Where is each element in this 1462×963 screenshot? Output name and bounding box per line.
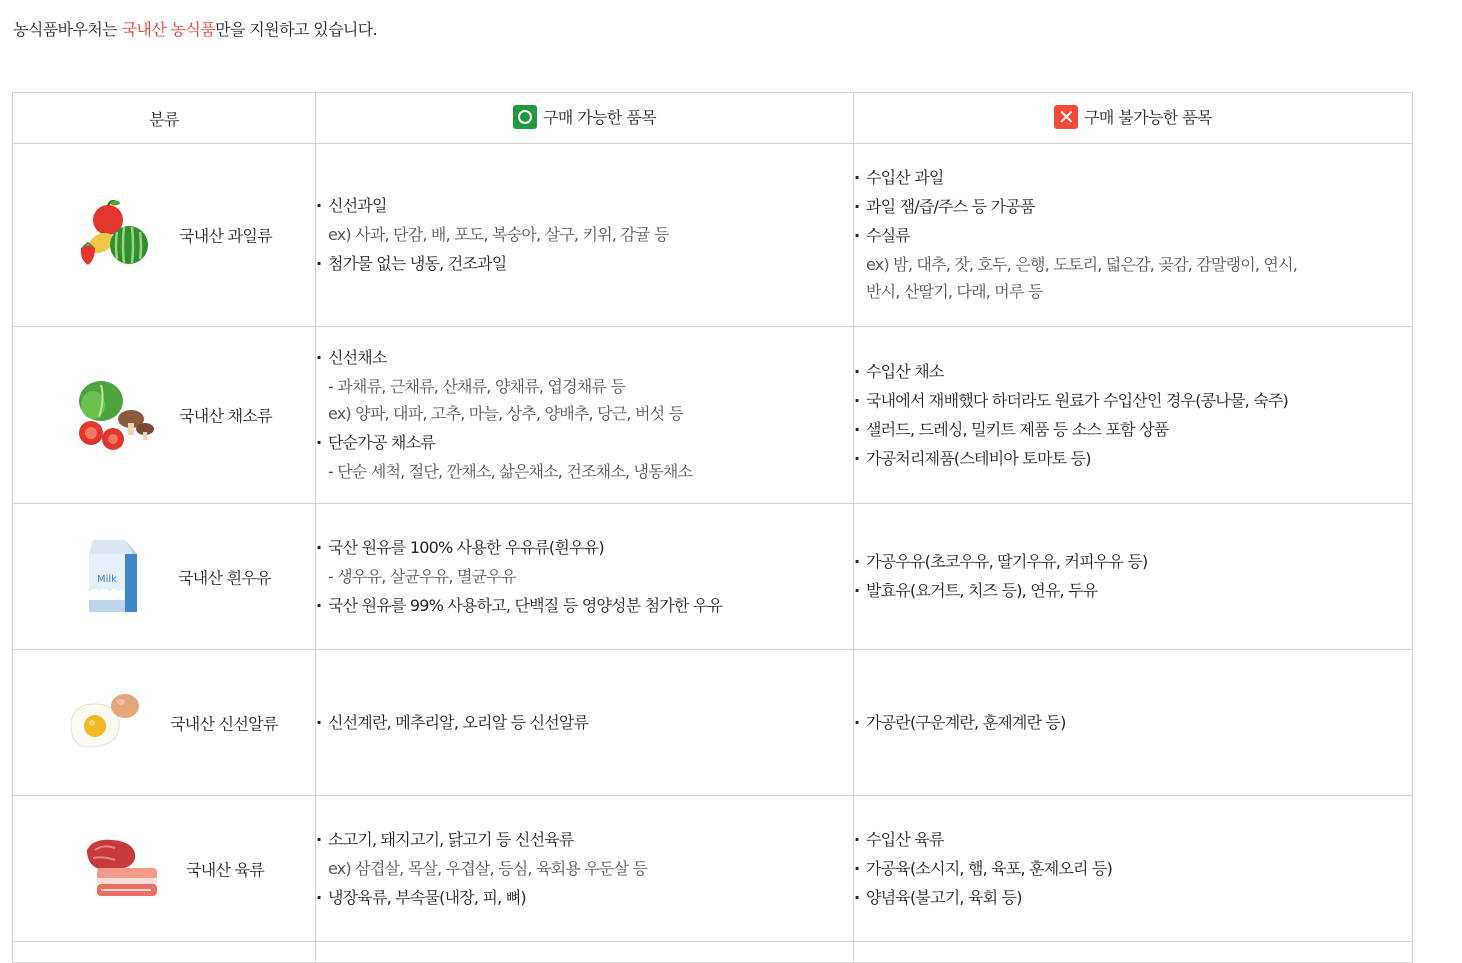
category-cell [13, 327, 316, 504]
table-row [13, 796, 1413, 942]
meat-icon [81, 838, 159, 900]
disallowed-item: · 수입산 채소 [854, 361, 1412, 383]
milk-carton-icon [85, 540, 137, 614]
category-cell [13, 504, 316, 650]
disallowed-item-detail: 반시, 산딸기, 다래, 머루 등 [866, 282, 1043, 301]
disallowed-cell [854, 504, 1413, 650]
egg-icon [67, 690, 147, 756]
disallowed-item: · 과일 잼/즙/주스 등 가공품 [854, 196, 1412, 218]
disallowed-item: · 수입산 육류 [854, 829, 1412, 851]
intro-text [13, 17, 377, 40]
table-row [13, 650, 1413, 796]
table-row [13, 942, 1413, 963]
disallowed-item: · 수실류 [854, 225, 1412, 247]
allowed-cell [316, 504, 854, 650]
header-disallowed-label: 구매 불가능한 품목 [1084, 108, 1212, 128]
disallowed-item: · 가공육(소시지, 햄, 육포, 훈제오리 등) [854, 858, 1412, 880]
allowed-item: · 냉장육류, 부속물(내장, 피, 뼈) [316, 887, 853, 909]
allowed-item: · 신선과일 [316, 195, 853, 217]
disallowed-item: · 샐러드, 드레싱, 밀키트 제품 등 소스 포함 상품 [854, 419, 1412, 441]
disallowed-item: · 국내에서 재배했다 하더라도 원료가 수입산인 경우(콩나물, 숙주) [854, 390, 1412, 412]
disallowed-item: · 발효유(요거트, 치즈 등), 연유, 두유 [854, 580, 1412, 602]
allowed-item: · 신선계란, 메추리알, 오리알 등 신선알류 [316, 712, 853, 734]
allowed-item-detail: ex) 양파, 대파, 고추, 마늘, 상추, 양배추, 당근, 버섯 등 [328, 404, 684, 423]
category-cell [13, 942, 316, 963]
table-row [13, 144, 1413, 327]
category-label: 국내산 과일류 [179, 226, 272, 246]
intro-after: 만을 지원하고 있습니다. [215, 20, 378, 39]
disallowed-item-detail: ex) 밤, 대추, 잣, 호두, 은행, 도토리, 덟은감, 곶감, 감말랭이, 연시, [866, 255, 1298, 274]
table-row [13, 504, 1413, 650]
disallowed-cell [854, 796, 1413, 942]
category-cell [13, 796, 316, 942]
milk-carton-label: Milk [97, 573, 117, 585]
table-row [13, 327, 1413, 504]
intro-before: 농식품바우처는 [13, 20, 122, 39]
allowed-item: · 단순가공 채소류 [316, 432, 853, 454]
disallowed-item: · 양념육(불고기, 육회 등) [854, 887, 1412, 909]
allowed-item-detail: - 단순 세척, 절단, 깐채소, 삶은채소, 건조채소, 냉동채소 [328, 462, 693, 481]
allowed-cell [316, 327, 854, 504]
category-label: 국내산 육류 [186, 860, 265, 879]
category-cell [13, 650, 316, 796]
allowed-item-detail: - 생우유, 살균우유, 멸균우유 [328, 566, 516, 586]
category-cell [13, 144, 316, 327]
disallowed-cell [854, 327, 1413, 504]
table-header-row [13, 93, 1413, 144]
allowed-item: · 소고기, 돼지고기, 닭고기 등 신선육류 [316, 829, 853, 851]
allowed-item: · 첨가물 없는 냉동, 건조과일 [316, 253, 853, 275]
fruit-icon [75, 200, 151, 270]
allowed-item-detail: ex) 사과, 단감, 배, 포도, 복숭아, 살구, 키위, 감귤 등 [328, 225, 669, 244]
disallowed-item: · 가공우유(초코우유, 딸기우유, 커피우유 등) [854, 551, 1412, 573]
header-allowed [316, 93, 854, 144]
allowed-item-detail: - 과채류, 근채류, 산채류, 양채류, 엽경채류 등 [328, 377, 625, 396]
voucher-item-table [12, 92, 1413, 963]
close-x-icon: ✕ [1054, 105, 1078, 129]
intro-highlight: 국내산 농식품 [121, 20, 216, 39]
category-label: 국내산 흰우유 [178, 568, 271, 587]
allowed-item-detail: ex) 삼겹살, 목살, 우겹살, 등심, 육회용 우둔살 등 [328, 858, 648, 878]
header-allowed-label: 구매 가능한 품목 [543, 108, 656, 128]
allowed-cell [316, 942, 854, 963]
circle-check-icon [513, 105, 537, 129]
header-disallowed [854, 93, 1413, 144]
category-label: 국내산 채소류 [179, 406, 272, 426]
allowed-item: · 국산 원유를 99% 사용하고, 단백질 등 영양성분 첨가한 우유 [316, 595, 853, 617]
allowed-item: · 신선채소 [316, 347, 853, 369]
disallowed-cell [854, 942, 1413, 963]
allowed-cell [316, 144, 854, 327]
allowed-item: · 국산 원유를 100% 사용한 우유류(흰우유) [316, 537, 853, 559]
disallowed-item: · 가공처리제품(스테비아 토마토 등) [854, 448, 1412, 470]
allowed-cell [316, 650, 854, 796]
disallowed-cell [854, 650, 1413, 796]
allowed-cell [316, 796, 854, 942]
vegetable-icon [75, 377, 155, 453]
category-label: 국내산 신선알류 [170, 714, 278, 733]
disallowed-cell [854, 144, 1413, 327]
disallowed-item: · 가공란(구운계란, 훈제계란 등) [854, 712, 1412, 734]
disallowed-item: · 수입산 과일 [854, 167, 1412, 189]
header-category: 분류 [13, 93, 316, 144]
